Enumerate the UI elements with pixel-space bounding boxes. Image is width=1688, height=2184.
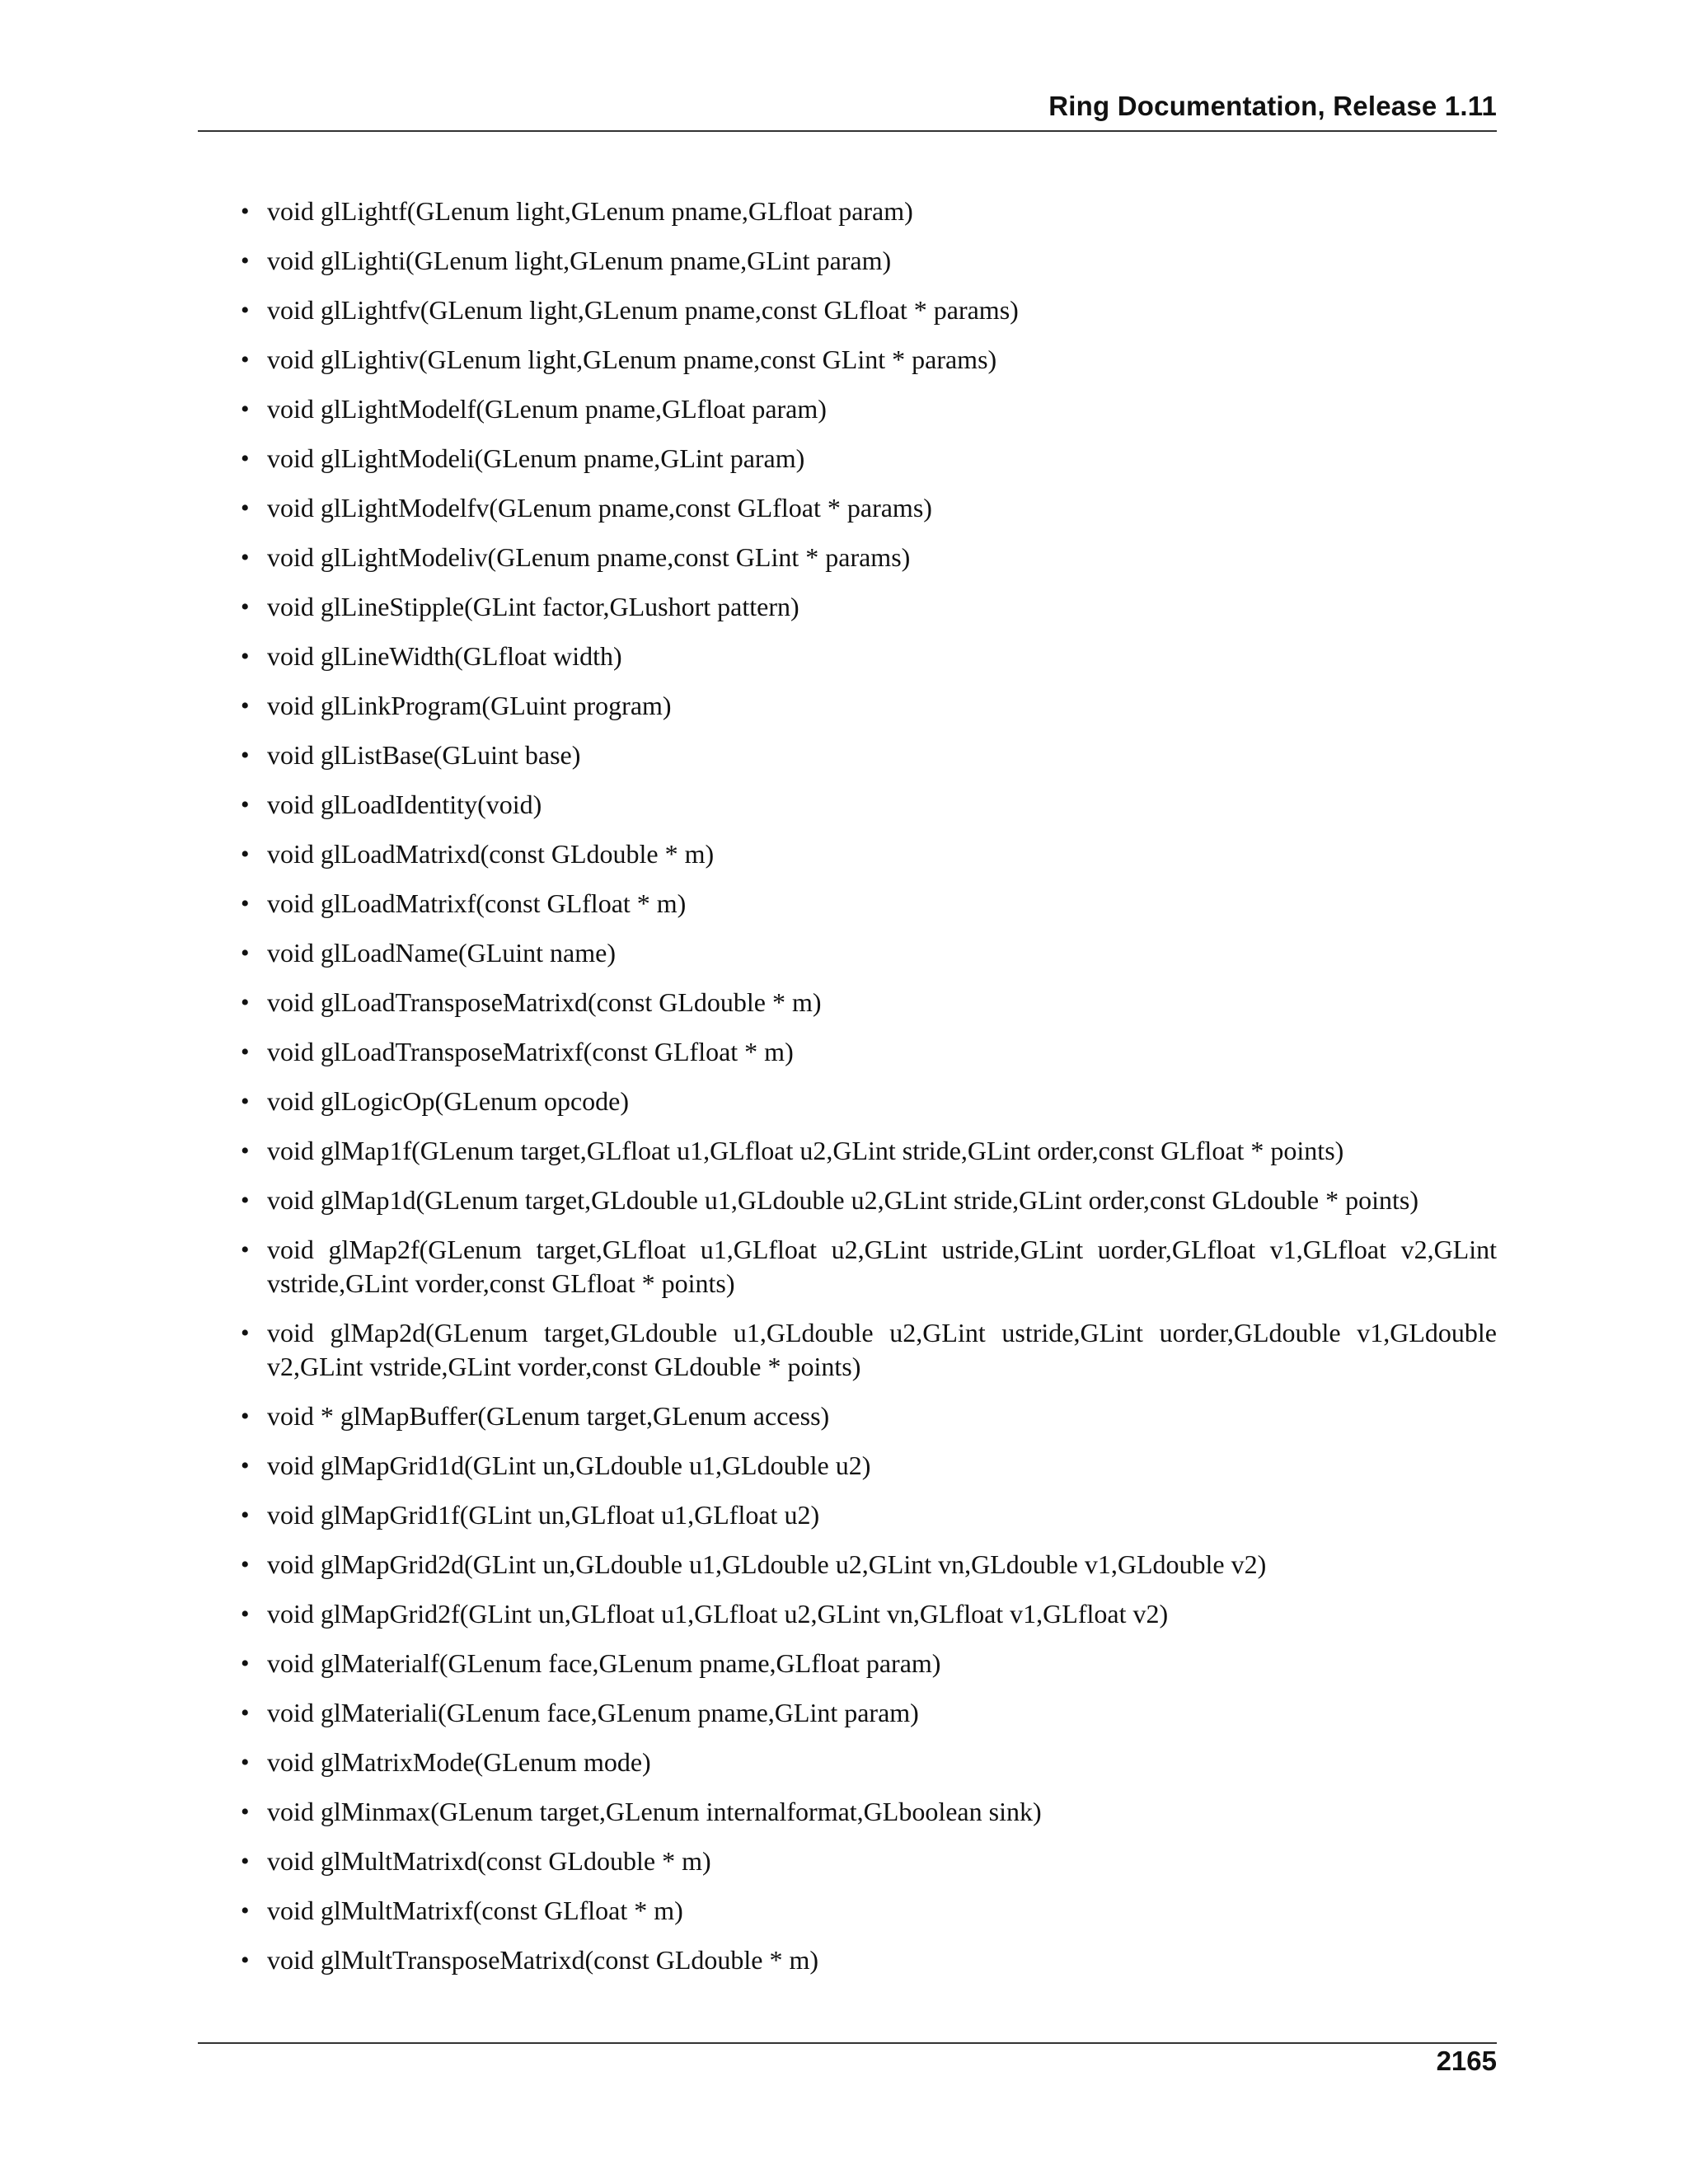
- list-item: [198, 491, 1497, 525]
- bullet-icon: •: [241, 791, 250, 818]
- list-item: [198, 936, 1497, 970]
- function-signature: void glLogicOp(GLenum opcode): [267, 1086, 629, 1116]
- list-item: [198, 1316, 1497, 1384]
- function-signature: void glMap2f(GLenum target,GLfloat u1,GLfloat u2,GLint ustride,GLint uorder,GLfloat v1,GLfloat v2,GLint vstride,GLint vorder,const GLfloat * points): [267, 1235, 1497, 1298]
- list-item: [198, 1696, 1497, 1730]
- bullet-icon: •: [241, 1897, 250, 1924]
- list-item: [198, 392, 1497, 426]
- list-item: [198, 1894, 1497, 1928]
- list-item: [198, 1233, 1497, 1301]
- function-list: [198, 194, 1497, 1977]
- bullet-icon: •: [241, 198, 250, 225]
- list-item: [198, 1597, 1497, 1631]
- list-item: [198, 343, 1497, 377]
- bullet-icon: •: [241, 346, 250, 373]
- list-item: [198, 1746, 1497, 1779]
- list-item: [198, 1399, 1497, 1433]
- bullet-icon: •: [241, 1947, 250, 1974]
- list-item: [198, 1844, 1497, 1878]
- function-signature: void glLoadIdentity(void): [267, 790, 542, 819]
- list-item: [198, 1498, 1497, 1532]
- function-signature: void glLoadName(GLuint name): [267, 938, 616, 968]
- bullet-icon: •: [241, 742, 250, 769]
- bullet-icon: •: [241, 940, 250, 967]
- page-content: [198, 194, 1497, 1993]
- bullet-icon: •: [241, 890, 250, 917]
- list-item: [198, 1548, 1497, 1582]
- function-signature: void glLightfv(GLenum light,GLenum pname,const GLfloat * params): [267, 295, 1019, 325]
- bullet-icon: •: [241, 1452, 250, 1479]
- bullet-icon: •: [241, 593, 250, 621]
- list-item: [198, 1449, 1497, 1483]
- bullet-icon: •: [241, 1551, 250, 1578]
- list-item: [198, 640, 1497, 673]
- list-item: [198, 1085, 1497, 1118]
- function-signature: void glLoadTransposeMatrixf(const GLfloat * m): [267, 1037, 794, 1066]
- page-number: 2165: [1436, 2046, 1497, 2076]
- list-item: [198, 541, 1497, 574]
- page-header: [198, 89, 1497, 132]
- bullet-icon: •: [241, 396, 250, 423]
- function-signature: void glMapGrid1f(GLint un,GLfloat u1,GLfloat u2): [267, 1500, 820, 1530]
- bullet-icon: •: [241, 445, 250, 472]
- bullet-icon: •: [241, 1502, 250, 1529]
- list-item: [198, 1795, 1497, 1829]
- bullet-icon: •: [241, 1236, 250, 1263]
- bullet-icon: •: [241, 544, 250, 571]
- bullet-icon: •: [241, 1403, 250, 1430]
- document-title: Ring Documentation, Release 1.11: [1048, 91, 1497, 121]
- page-footer: [198, 2042, 1497, 2076]
- function-signature: void glMultMatrixd(const GLdouble * m): [267, 1846, 711, 1876]
- bullet-icon: •: [241, 1848, 250, 1875]
- function-signature: void glLoadMatrixd(const GLdouble * m): [267, 839, 715, 869]
- list-item: [198, 1035, 1497, 1069]
- function-signature: void glLinkProgram(GLuint program): [267, 691, 672, 720]
- bullet-icon: •: [241, 692, 250, 719]
- list-item: [198, 689, 1497, 723]
- function-signature: void * glMapBuffer(GLenum target,GLenum access): [267, 1401, 830, 1431]
- bullet-icon: •: [241, 297, 250, 324]
- list-item: [198, 1647, 1497, 1680]
- function-signature: void glMap1f(GLenum target,GLfloat u1,GLfloat u2,GLint stride,GLint order,const GLfloat * points): [267, 1136, 1344, 1165]
- bullet-icon: •: [241, 1137, 250, 1165]
- bullet-icon: •: [241, 1749, 250, 1776]
- function-signature: void glMultMatrixf(const GLfloat * m): [267, 1896, 683, 1925]
- function-signature: void glMatrixMode(GLenum mode): [267, 1747, 651, 1777]
- list-item: [198, 590, 1497, 624]
- list-item: [198, 293, 1497, 327]
- function-signature: void glLightModeli(GLenum pname,GLint param): [267, 443, 805, 473]
- function-signature: void glMultTransposeMatrixd(const GLdouble * m): [267, 1945, 818, 1975]
- bullet-icon: •: [241, 1798, 250, 1825]
- list-item: [198, 194, 1497, 228]
- list-item: [198, 788, 1497, 822]
- list-item: [198, 986, 1497, 1019]
- bullet-icon: •: [241, 841, 250, 868]
- function-signature: void glMapGrid2f(GLint un,GLfloat u1,GLfloat u2,GLint vn,GLfloat v1,GLfloat v2): [267, 1599, 1169, 1629]
- list-item: [198, 244, 1497, 278]
- bullet-icon: •: [241, 1319, 250, 1347]
- bullet-icon: •: [241, 1088, 250, 1115]
- function-signature: void glLightModelfv(GLenum pname,const GLfloat * params): [267, 493, 932, 523]
- function-signature: void glLineWidth(GLfloat width): [267, 641, 622, 671]
- function-signature: void glMaterialf(GLenum face,GLenum pname,GLfloat param): [267, 1648, 941, 1678]
- bullet-icon: •: [241, 1601, 250, 1628]
- function-signature: void glListBase(GLuint base): [267, 740, 581, 770]
- bullet-icon: •: [241, 494, 250, 522]
- list-item: [198, 1183, 1497, 1217]
- function-signature: void glMap2d(GLenum target,GLdouble u1,GLdouble u2,GLint ustride,GLint uorder,GLdouble v1,GLdouble v2,GLint vstride,GLint vorder,const GLdouble * points): [267, 1318, 1497, 1381]
- function-signature: void glLightModeliv(GLenum pname,const GLint * params): [267, 542, 911, 572]
- bullet-icon: •: [241, 1038, 250, 1066]
- function-signature: void glMapGrid1d(GLint un,GLdouble u1,GLdouble u2): [267, 1451, 871, 1480]
- list-item: [198, 887, 1497, 921]
- list-item: [198, 837, 1497, 871]
- function-signature: void glLightf(GLenum light,GLenum pname,GLfloat param): [267, 196, 913, 226]
- function-signature: void glLoadMatrixf(const GLfloat * m): [267, 888, 687, 918]
- bullet-icon: •: [241, 989, 250, 1016]
- function-signature: void glMateriali(GLenum face,GLenum pname,GLint param): [267, 1698, 919, 1727]
- list-item: [198, 442, 1497, 476]
- function-signature: void glMap1d(GLenum target,GLdouble u1,GLdouble u2,GLint stride,GLint order,const GLdouble * points): [267, 1185, 1418, 1215]
- function-signature: void glMapGrid2d(GLint un,GLdouble u1,GLdouble u2,GLint vn,GLdouble v1,GLdouble v2): [267, 1549, 1267, 1579]
- bullet-icon: •: [241, 1187, 250, 1214]
- bullet-icon: •: [241, 1650, 250, 1677]
- bullet-icon: •: [241, 247, 250, 274]
- function-signature: void glMinmax(GLenum target,GLenum internalformat,GLboolean sink): [267, 1797, 1042, 1826]
- bullet-icon: •: [241, 1699, 250, 1727]
- list-item: [198, 1943, 1497, 1977]
- function-signature: void glLighti(GLenum light,GLenum pname,GLint param): [267, 246, 892, 275]
- function-signature: void glLightiv(GLenum light,GLenum pname,const GLint * params): [267, 344, 997, 374]
- bullet-icon: •: [241, 643, 250, 670]
- function-signature: void glLineStipple(GLint factor,GLushort pattern): [267, 592, 799, 621]
- list-item: [198, 738, 1497, 772]
- function-signature: void glLightModelf(GLenum pname,GLfloat param): [267, 394, 827, 424]
- list-item: [198, 1134, 1497, 1168]
- function-signature: void glLoadTransposeMatrixd(const GLdouble * m): [267, 987, 822, 1017]
